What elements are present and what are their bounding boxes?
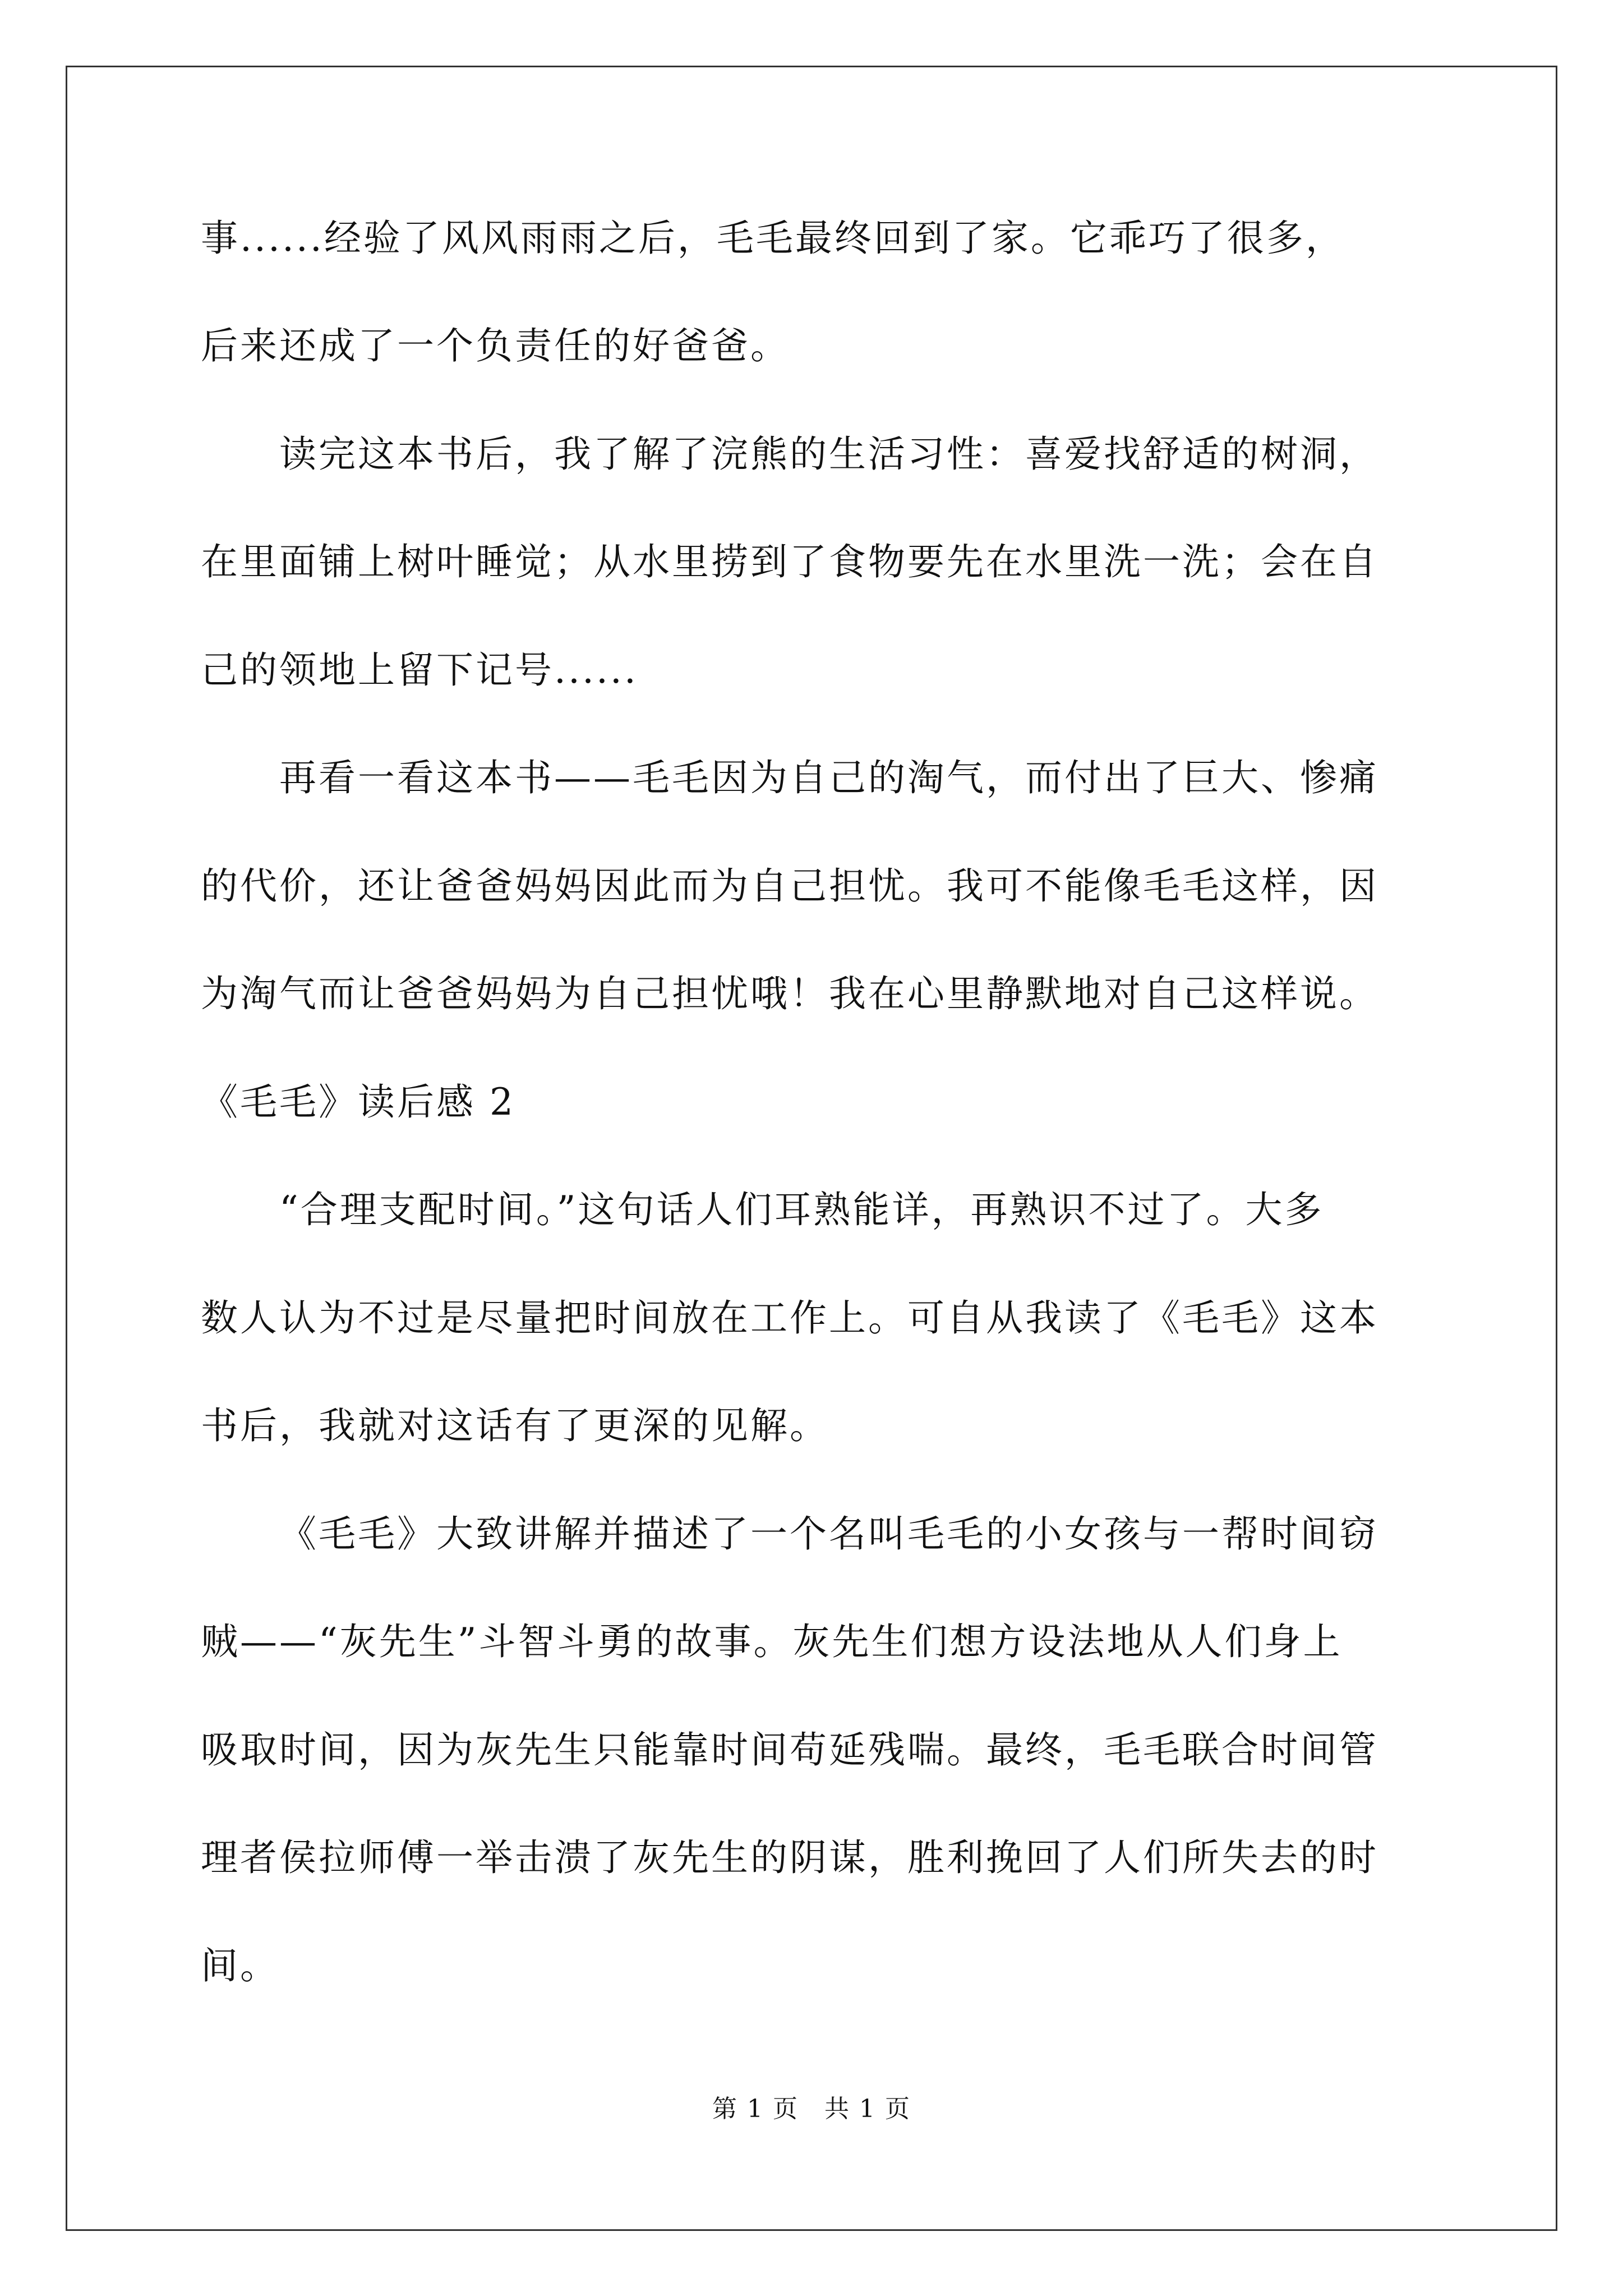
text-line: 的代价，还让爸爸妈妈因此而为自己担忧。我可不能像毛毛这样，因 — [201, 864, 1378, 908]
paragraph-start: 读完这本书后，我了解了浣熊的生活习性：喜爱找舒适的树洞， — [279, 432, 1378, 476]
text-line: 数人认为不过是尽量把时间放在工作上。可自从我读了《毛毛》这本 — [201, 1296, 1378, 1340]
text-line: 书后，我就对这话有了更深的见解。 — [201, 1404, 829, 1447]
paragraph-start: 再看一看这本书——毛毛因为自己的淘气，而付出了巨大、惨痛 — [279, 756, 1378, 799]
text-line: 理者侯拉师傅一举击溃了灰先生的阴谋，胜利挽回了人们所失去的时 — [201, 1836, 1378, 1879]
text-line: 事......经验了风风雨雨之后，毛毛最终回到了家。它乖巧了很多， — [201, 217, 1345, 260]
paragraph-start: “合理支配时间。”这句话人们耳熟能详，再熟识不过了。大多 — [279, 1188, 1324, 1231]
text-line: 后来还成了一个负责任的好爸爸。 — [201, 324, 790, 367]
text-line: 己的领地上留下记号...... — [201, 648, 638, 692]
text-line: 在里面铺上树叶睡觉；从水里捞到了食物要先在水里洗一洗；会在自 — [201, 540, 1378, 583]
page-border — [66, 66, 1557, 2231]
page-number: 第 1 页 共 1 页 — [712, 2095, 911, 2123]
section-heading: 《毛毛》读后感 2 — [201, 1080, 515, 1124]
text-line: 吸取时间，因为灰先生只能靠时间苟延残喘。最终，毛毛联合时间管 — [201, 1728, 1378, 1772]
text-line: 间。 — [201, 1944, 279, 1987]
paragraph-start: 《毛毛》大致讲解并描述了一个名叫毛毛的小女孩与一帮时间窃 — [279, 1512, 1378, 1556]
text-line: 为淘气而让爸爸妈妈为自己担忧哦！我在心里静默地对自己这样说。 — [201, 972, 1378, 1015]
text-line: 贼——“灰先生”斗智斗勇的故事。灰先生们想方设法地从人们身上 — [201, 1620, 1343, 1663]
